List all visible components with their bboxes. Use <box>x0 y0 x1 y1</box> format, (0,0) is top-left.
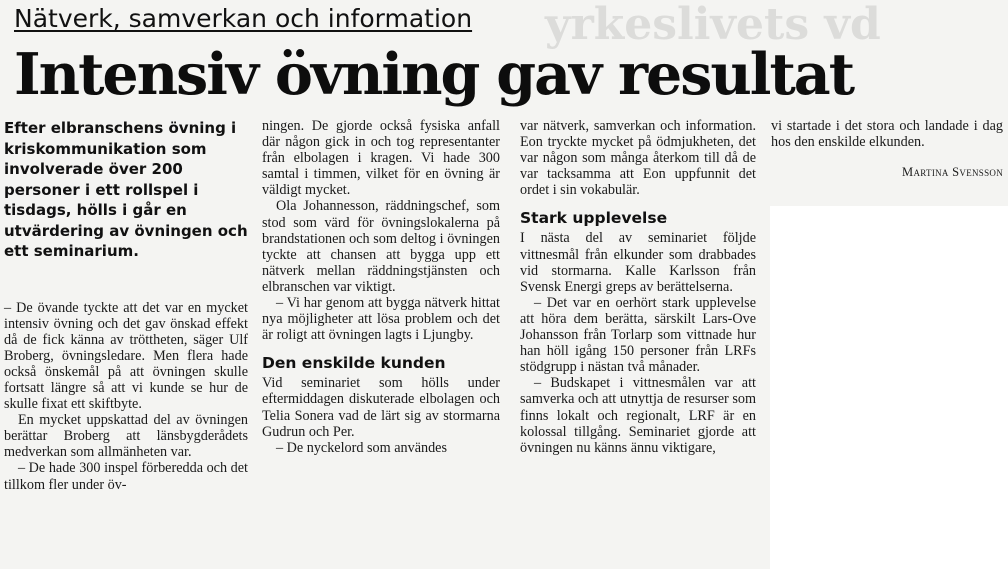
article-ingress: Efter elbranschens övning i kriskommunikation som involverade över 200 personer i ett rollspel i tisdags, hölls i går en utvärdering av övningen och ett seminarium. <box>4 119 248 260</box>
subheading: Den enskilde kunden <box>262 354 446 373</box>
paragraph: – De övande tyckte att det var en mycket intensiv övning och det gav önskad effekt då de fick känna av tröttheten, säger Ulf Broberg, övningsledare. Men flera hade också önskemål på att övningen skulle fortsatt längre så att vi kunde se hur de skulle fixat ett skiftbyte. <box>4 299 248 413</box>
paragraph: I nästa del av seminariet följde vittnesmål från elkunder som drabbades vid stormarna. Kalle Karlsson från Svensk Energi greps av berättelserna. <box>520 230 756 295</box>
column-1 <box>4 118 248 493</box>
column-2 <box>262 118 500 456</box>
column-4 <box>771 118 1003 180</box>
paragraph: Vid seminariet som hölls under eftermiddagen diskuterade elbolagen och Telia Sonera vad de lärt sig av stormarna Gudrun och Per. <box>262 375 500 440</box>
paragraph: – Budskapet i vittnesmålen var att samverka och att utnyttja de resurser som finns lokalt och regionalt, LRF är en kolossal tillgång. Seminariet gjorde att övningen nu känns ännu viktigare, <box>520 375 756 456</box>
paragraph: Ola Johannesson, räddningschef, som stod som värd för övningslokalerna på brandstationen och som deltog i övningen tyckte att chansen att bygga upp ett nätverk mellan räddningstjänsten och elbranschen var viktigt. <box>262 198 500 295</box>
paragraph: var nätverk, samverkan och information. Eon tryckte mycket på ödmjukheten, det var någon som många återkom till då de var tacksamma att Eon uppfunnit det ordet i sin vokabulär. <box>520 118 756 199</box>
paragraph: vi startade i det stora och landade i dag hos den enskilde elkunden. <box>771 118 1003 151</box>
column-3 <box>520 118 756 456</box>
article-headline: Intensiv övning gav resultat <box>14 41 854 108</box>
subheading: Stark upplevelse <box>520 209 668 228</box>
paragraph: – De nyckelord som användes <box>276 439 447 456</box>
section-kicker: Nätverk, samverkan och information <box>14 4 473 33</box>
adjacent-article-heading: yrkeslivets vd <box>545 0 881 50</box>
byline: Martina Svensson <box>902 165 1003 180</box>
blank-area <box>770 206 1008 569</box>
paragraph: – De hade 300 inspel förberedda och det tillkom fler under öv- <box>4 460 248 493</box>
paragraph: – Vi har genom att bygga nätverk hittat nya möjligheter att lösa problem och det är roligt att övningen lagts i Ljungby. <box>262 295 500 344</box>
paragraph: En mycket uppskattad del av övningen berättar Broberg att länsbygderådets medverkan som allmänheten var. <box>4 412 248 461</box>
paragraph: ningen. De gjorde också fysiska anfall där någon gick in och tog representanter från elbolagen i kragen. Vi hade 300 samtal i timmen, vilket för en övning är väldigt mycket. <box>262 118 500 199</box>
paragraph: – Det var en oerhört stark upplevelse att höra dem berätta, särskilt Lars-Ove Johansson från Torlarp som vittnade hur han höll igång 150 personer från LRFs stödgrupp i nästan två månader. <box>520 294 756 376</box>
